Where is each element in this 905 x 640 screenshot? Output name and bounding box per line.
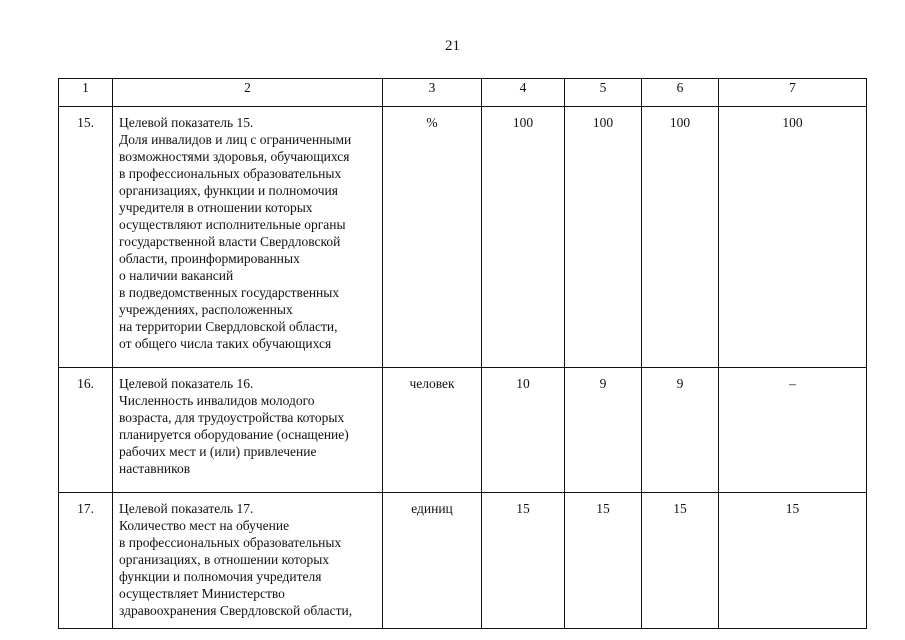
description-line: здравоохранения Свердловской области, [119, 603, 353, 618]
description-line: области, проинформированных [119, 251, 300, 266]
description-line: наставников [119, 461, 191, 476]
description-line: осуществляют исполнительные органы [119, 217, 346, 232]
column-header: 7 [719, 79, 867, 107]
value-cell: 15 [719, 493, 867, 629]
value-cell: 15 [642, 493, 719, 629]
description-line: Целевой показатель 15. [119, 115, 254, 130]
description-line: в подведомственных государственных [119, 285, 340, 300]
description-line: учреждениях, расположенных [119, 302, 293, 317]
description-line: рабочих мест и (или) привлечение [119, 444, 317, 459]
value-cell: 100 [565, 107, 642, 368]
table-row [59, 493, 867, 629]
indicator-description [113, 493, 383, 629]
indicators-table [58, 78, 867, 629]
value-cell: 15 [565, 493, 642, 629]
value-cell: 100 [719, 107, 867, 368]
row-number: 16. [59, 368, 113, 493]
description-line: о наличии вакансий [119, 268, 234, 283]
table-row [59, 368, 867, 493]
description-line: осуществляет Министерство [119, 586, 285, 601]
value-cell: 15 [482, 493, 565, 629]
column-header: 1 [59, 79, 113, 107]
column-header: 4 [482, 79, 565, 107]
description-line: в профессиональных образовательных [119, 535, 342, 550]
table-header-row [59, 79, 867, 107]
description-line: организациях, функции и полномочия [119, 183, 338, 198]
value-cell: 10 [482, 368, 565, 493]
value-cell: 9 [642, 368, 719, 493]
description-line: организациях, в отношении которых [119, 552, 330, 567]
description-line: на территории Свердловской области, [119, 319, 338, 334]
row-number: 15. [59, 107, 113, 368]
description-line: государственной власти Свердловской [119, 234, 341, 249]
unit-cell: % [383, 107, 482, 368]
column-header: 5 [565, 79, 642, 107]
description-line: учредителя в отношении которых [119, 200, 313, 215]
description-line: Доля инвалидов и лиц с ограниченными [119, 132, 352, 147]
description-line: Целевой показатель 17. [119, 501, 254, 516]
unit-cell: единиц [383, 493, 482, 629]
indicator-description [113, 368, 383, 493]
description-line: Целевой показатель 16. [119, 376, 254, 391]
description-line: возможностями здоровья, обучающихся [119, 149, 350, 164]
value-cell: 9 [565, 368, 642, 493]
description-line: в профессиональных образовательных [119, 166, 342, 181]
indicator-description [113, 107, 383, 368]
unit-cell: человек [383, 368, 482, 493]
column-header: 6 [642, 79, 719, 107]
description-line: от общего числа таких обучающихся [119, 336, 332, 351]
description-line: функции и полномочия учредителя [119, 569, 322, 584]
description-line: Численность инвалидов молодого [119, 393, 315, 408]
description-line: возраста, для трудоустройства которых [119, 410, 345, 425]
value-cell: 100 [642, 107, 719, 368]
description-line: Количество мест на обучение [119, 518, 290, 533]
table-row [59, 107, 867, 368]
value-cell: – [719, 368, 867, 493]
value-cell: 100 [482, 107, 565, 368]
column-header: 3 [383, 79, 482, 107]
row-number: 17. [59, 493, 113, 629]
description-line: планируется оборудование (оснащение) [119, 427, 349, 442]
column-header: 2 [113, 79, 383, 107]
page-number: 21 [445, 38, 460, 54]
